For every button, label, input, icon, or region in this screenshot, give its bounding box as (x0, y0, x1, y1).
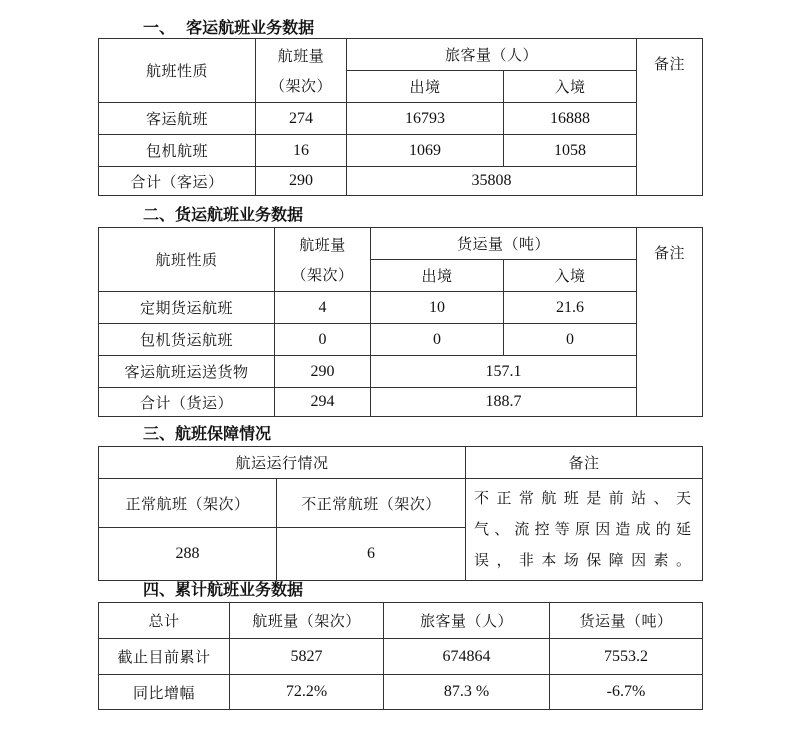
abnormal-flights-value: 6 (277, 528, 466, 581)
row-passengers: 674864 (384, 639, 550, 675)
header-flight-count (256, 39, 347, 103)
header-flight-count-line2: （架次） (291, 265, 354, 284)
row-outbound: 0 (371, 324, 504, 356)
row-flights: 5827 (230, 639, 384, 675)
header-outbound: 出境 (347, 71, 504, 103)
row-label: 客运航班 (99, 103, 256, 135)
note-line: 气、流控等原因造成的延 (474, 520, 695, 538)
header-inbound: 入境 (504, 71, 637, 103)
note-line: 不正常航班是前站、天 (474, 489, 695, 507)
section-title-support: 三、航班保障情况 (143, 424, 272, 443)
header-operation: 航运运行情况 (99, 447, 466, 479)
row-flights: 16 (256, 135, 347, 167)
header-flight-count-line1: 航班量 (299, 235, 346, 254)
total-flights: 294 (275, 388, 371, 417)
header-passengers: 旅客量（人） (384, 603, 550, 639)
header-flight-count-line2: （架次） (269, 76, 332, 95)
total-passengers: 35808 (347, 167, 637, 196)
table-row (99, 324, 703, 356)
row-flights: 0 (275, 324, 371, 356)
row-flights: 274 (256, 103, 347, 135)
row-label: 截止目前累计 (99, 639, 230, 675)
header-cargo: 货运量（吨） (550, 603, 703, 639)
row-outbound: 16793 (347, 103, 504, 135)
table-row (99, 675, 703, 710)
row-flights: 4 (275, 292, 371, 324)
header-note: 备注 (466, 447, 703, 479)
total-row (99, 388, 703, 417)
row-cargo: 157.1 (371, 356, 637, 388)
row-cargo: 7553.2 (550, 639, 703, 675)
row-inbound: 21.6 (504, 292, 637, 324)
header-total: 总计 (99, 603, 230, 639)
row-label: 同比增幅 (99, 675, 230, 710)
note-line: 误，非本场保障因素。 (474, 551, 695, 569)
header-flight-count (275, 228, 371, 292)
table-row (99, 103, 703, 135)
cumulative-table (98, 602, 703, 710)
section-title-cargo: 二、货运航班业务数据 (143, 205, 304, 224)
header-note: 备注 (637, 228, 703, 417)
total-label: 合计（货运） (99, 388, 275, 417)
table-row (99, 639, 703, 675)
table-row (99, 356, 703, 388)
header-abnormal-flights: 不正常航班（架次） (277, 479, 466, 528)
header-inbound: 入境 (504, 260, 637, 292)
header-flight-type: 航班性质 (99, 39, 256, 103)
row-outbound: 10 (371, 292, 504, 324)
row-label: 客运航班运送货物 (99, 356, 275, 388)
total-flights: 290 (256, 167, 347, 196)
row-flights: 290 (275, 356, 371, 388)
row-passengers: 87.3 % (384, 675, 550, 710)
header-cargo: 货运量（吨） (371, 228, 637, 260)
note-text (466, 479, 703, 581)
header-normal-flights: 正常航班（架次） (99, 479, 277, 528)
normal-flights-value: 288 (99, 528, 277, 581)
header-flights: 航班量（架次） (230, 603, 384, 639)
passenger-table (98, 38, 703, 196)
header-passengers: 旅客量（人） (347, 39, 637, 71)
section-title-cumulative: 四、累计航班业务数据 (143, 580, 304, 599)
header-note: 备注 (637, 39, 703, 196)
row-label: 定期货运航班 (99, 292, 275, 324)
total-row (99, 167, 703, 196)
row-cargo: -6.7% (550, 675, 703, 710)
total-label: 合计（客运） (99, 167, 256, 196)
row-outbound: 1069 (347, 135, 504, 167)
row-inbound: 1058 (504, 135, 637, 167)
row-inbound: 0 (504, 324, 637, 356)
header-outbound: 出境 (371, 260, 504, 292)
row-flights: 72.2% (230, 675, 384, 710)
table-row (99, 135, 703, 167)
section-title-passenger: 一、 客运航班业务数据 (143, 18, 315, 37)
row-label: 包机航班 (99, 135, 256, 167)
row-inbound: 16888 (504, 103, 637, 135)
row-label: 包机货运航班 (99, 324, 275, 356)
header-flight-type: 航班性质 (99, 228, 275, 292)
total-cargo: 188.7 (371, 388, 637, 417)
table-row (99, 292, 703, 324)
header-flight-count-line1: 航班量 (277, 46, 325, 65)
cargo-table (98, 227, 703, 417)
support-table (98, 446, 703, 581)
